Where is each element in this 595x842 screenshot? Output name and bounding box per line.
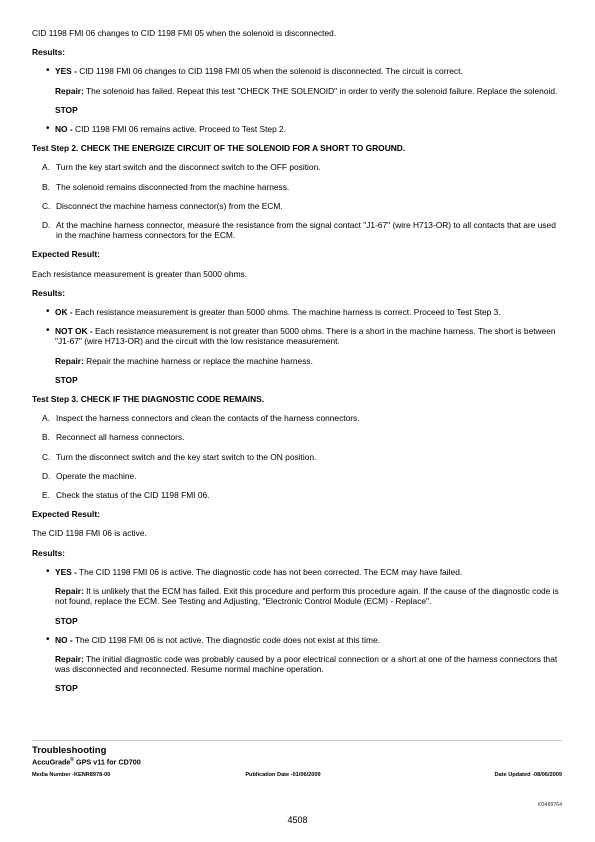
step-2-list xyxy=(32,162,564,240)
results-list-1b xyxy=(32,124,564,134)
page-number: 4508 xyxy=(287,815,308,825)
footer-title: Troubleshooting xyxy=(32,745,107,756)
step-3-item: A. Inspect the harness connectors and clean the contacts of the harness connectors. xyxy=(42,413,360,424)
footer-product: AccuGrade® GPS v11 for CD700 xyxy=(32,757,141,767)
expected-heading: Expected Result: xyxy=(32,249,100,260)
result-no: • NO - The CID 1198 FMI 06 is not active. The diagnostic code does not exist at this time. xyxy=(46,635,564,645)
expected-text: Each resistance measurement is greater than 5000 ohms. xyxy=(32,268,248,279)
stop-label: STOP xyxy=(55,374,78,385)
media-number: Media Number -KENR8978-00 xyxy=(32,772,111,779)
repair-note: Repair: Repair the machine harness or replace the machine harness. xyxy=(55,355,313,366)
step-3-item: C. Turn the disconnect switch and the key start switch to the ON position. xyxy=(42,451,317,462)
repair-note: Repair: The initial diagnostic code was probably caused by a poor electrical connection or a short at one of the harness connectors that was disconnected and reconnected. Resume normal machine operation. xyxy=(55,653,558,675)
image-id: i03489764 xyxy=(537,802,562,808)
stop-label: STOP xyxy=(55,104,78,115)
step-2-item: C. Disconnect the machine harness connector(s) from the ECM. xyxy=(42,200,283,211)
step-3-item: B. Reconnect all harness connectors. xyxy=(42,432,185,443)
result-yes: • YES - CID 1198 FMI 06 changes to CID 1198 FMI 05 when the solenoid is disconnected. The circuit is correct. xyxy=(46,66,564,76)
results-list-3 xyxy=(32,567,564,577)
results-heading: Results: xyxy=(32,47,66,58)
results-list-1 xyxy=(32,66,564,76)
results-list-2 xyxy=(32,307,564,347)
publication-date: Publication Date -01/06/2009 xyxy=(245,772,321,779)
intro-text: CID 1198 FMI 06 changes to CID 1198 FMI 05 when the solenoid is disconnected. xyxy=(32,28,337,38)
page-footer xyxy=(32,740,562,778)
step-2-item: D. At the machine harness connector, measure the resistance from the signal contact "J1-67" (wire H713-OR) to all contacts that are used in the machine harness connectors for the ECM. xyxy=(42,220,556,241)
footer-meta xyxy=(32,772,562,778)
step-2-item: B. The solenoid remains disconnected from the machine harness. xyxy=(42,181,290,192)
results-heading: Results: xyxy=(32,287,66,298)
result-ok: • OK - Each resistance measurement is greater than 5000 ohms. The machine harness is correct. Proceed to Test Step 3. xyxy=(46,307,564,317)
test-step-3-title: Test Step 3. CHECK IF THE DIAGNOSTIC CODE REMAINS. xyxy=(32,394,265,405)
step-3-list xyxy=(32,413,564,500)
document-body xyxy=(32,28,564,703)
repair-note: Repair: It is unlikely that the ECM has failed. Exit this procedure and perform this procedure again. If the cause of the diagnostic code is not found, replace the ECM. See Testing and Adjusting, "Electronic Control Module (ECM) - Replace". xyxy=(55,586,559,607)
result-not-ok: • NOT OK - Each resistance measurement is not greater than 5000 ohms. There is a short in the machine harness. The short is between "J1-67" (wire H713-OR) and the circuit with the low resistance measurement. xyxy=(46,326,564,346)
step-3-item: D. Operate the machine. xyxy=(42,470,137,481)
stop-label: STOP xyxy=(55,615,78,626)
step-2-item: A. Turn the key start switch and the disconnect switch to the OFF position. xyxy=(42,162,321,173)
expected-text: The CID 1198 FMI 06 is active. xyxy=(32,528,147,539)
repair-note: Repair: The solenoid has failed. Repeat this test "CHECK THE SOLENOID" in order to verify the solenoid failure. Replace the solenoid. xyxy=(55,85,558,96)
step-3-item: E. Check the status of the CID 1198 FMI 06. xyxy=(42,490,210,501)
results-list-3b xyxy=(32,635,564,645)
test-step-2-title: Test Step 2. CHECK THE ENERGIZE CIRCUIT OF THE SOLENOID FOR A SHORT TO GROUND. xyxy=(32,143,406,154)
stop-label: STOP xyxy=(55,683,78,694)
results-heading: Results: xyxy=(32,547,66,558)
expected-heading: Expected Result: xyxy=(32,509,100,520)
result-yes: • YES - The CID 1198 FMI 06 is active. The diagnostic code has not been corrected. The ECM may have failed. xyxy=(46,567,564,577)
result-no: • NO - CID 1198 FMI 06 remains active. Proceed to Test Step 2. xyxy=(46,124,564,134)
date-updated: Date Updated -08/06/2009 xyxy=(494,772,562,779)
